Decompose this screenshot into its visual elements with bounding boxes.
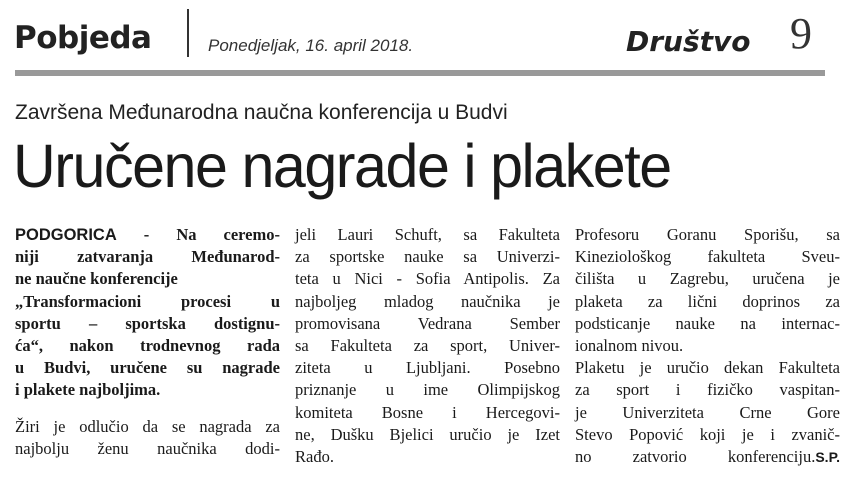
- body-line: plaketa za lični doprinos za: [575, 291, 840, 311]
- body-line: ionalnom nivou.: [575, 335, 684, 355]
- article-headline: Uručene nagrade i plakete: [13, 132, 671, 200]
- lead-line: „Transformacioni procesi u: [15, 291, 280, 311]
- body-line: za sportske nauke sa Univerzi-: [295, 247, 560, 267]
- author-signature: S.P.: [815, 448, 840, 465]
- body-line: podsticanje nauke na internac-: [575, 313, 840, 333]
- body-line: Rađo.: [295, 446, 334, 466]
- body-line: najbolju ženu naučnika dodi-: [15, 438, 280, 458]
- article-column-1: [15, 224, 280, 460]
- article-kicker: Završena Međunarodna naučna konferencija u Budvi: [15, 101, 508, 124]
- body-line: Plaketu je uručio dekan Fakulteta: [575, 358, 840, 378]
- body-line: Profesoru Goranu Sporišu, sa: [575, 225, 840, 244]
- lead-line: ća“, nakon trodnevnog rada: [15, 335, 280, 355]
- body-line: jeli Lauri Schuft, sa Fakulteta: [295, 225, 560, 244]
- body-line: ne, Dušku Bjelici uručio je Izet: [295, 424, 560, 444]
- newspaper-name: Pobjeda: [14, 20, 152, 56]
- dateline: PODGORICA: [15, 226, 117, 244]
- lead-line: sportu – sportska dostignu-: [15, 313, 280, 333]
- body-line: za sport i fizičko vaspitan-: [575, 380, 840, 400]
- lead-line: ne naučne konferencije: [15, 269, 178, 289]
- lead-line: i plakete najboljima.: [15, 380, 161, 400]
- body-line: teta u Nici - Sofia Antipolis. Za: [295, 269, 560, 289]
- dateline-dash: -: [116, 225, 177, 244]
- body-line: komiteta Bosne i Hercegovi-: [295, 402, 560, 422]
- body-line: je Univerziteta Crne Gore: [575, 402, 840, 422]
- body-line: čilišta u Zagrebu, uručena je: [575, 269, 840, 289]
- body-line: ziteta u Ljubljani. Posebno: [295, 358, 560, 378]
- header-rule: [15, 70, 825, 76]
- issue-date: Ponedjeljak, 16. april 2018.: [208, 36, 414, 55]
- body-line: Žiri je odlučio da se nagrada za: [15, 416, 280, 436]
- article-column-3: [575, 224, 840, 468]
- lead-text: Na ceremo-: [176, 225, 280, 244]
- body-line: promovisana Vedrana Sember: [295, 313, 560, 333]
- body-line: Kineziološkog fakulteta Sveu-: [575, 247, 840, 267]
- section-name: Društvo: [626, 25, 751, 58]
- body-line: sa Fakulteta za sport, Univer-: [295, 335, 560, 355]
- body-line: Stevo Popović koji je i zvanič-: [575, 424, 840, 444]
- masthead: [0, 0, 846, 80]
- masthead-divider: [187, 9, 189, 57]
- lead-line: niji zatvaranja Međunarod-: [15, 247, 280, 267]
- body-text: no zatvorio konferenciju.: [575, 446, 816, 466]
- lead-line: u Budvi, uručene su nagrade: [15, 358, 280, 378]
- body-line: priznanje u ime Olimpijskog: [295, 380, 560, 400]
- body-line: najboljeg mladog naučnika je: [295, 291, 560, 311]
- paragraph-gap: [15, 402, 280, 416]
- closing-line: [575, 446, 840, 468]
- article-column-2: [295, 224, 560, 468]
- lead-line: [15, 224, 280, 246]
- page-number: 9: [790, 9, 812, 58]
